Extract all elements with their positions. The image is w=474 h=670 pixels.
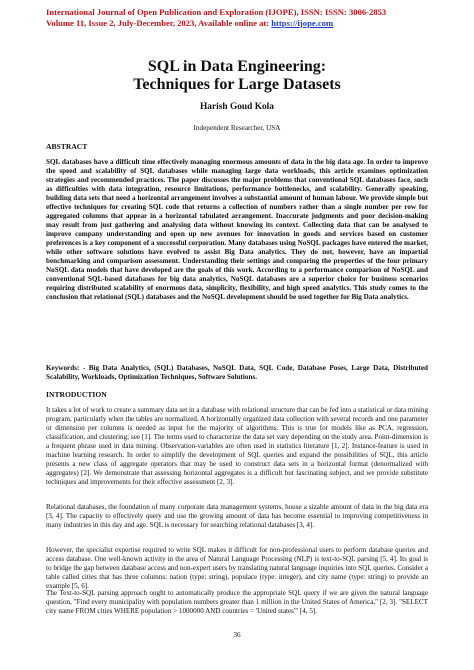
author-name: Harish Goud Kola [200,102,274,112]
journal-link[interactable]: https://ijope.com [271,17,334,28]
journal-header-line1: International Journal of Open Publication and Exploration (IJOPE), ISSN: ISSN: 3006-2853 [46,7,387,17]
paper-title-line1: SQL in Data Engineering: [147,58,327,75]
journal-volume-info: Volume 11, Issue 2, July-December, 2023, Available online at: [46,17,272,28]
abstract-text: SQL databases have a difficult time effectively managing enormous amounts of data in the big data age. In order to improve the speed and scalability of SQL databases while managing large data workloads, this article examines optimization strategies and recommended practices. The paper discusses the major problems that conventional SQL databases face, such as difficulties with data integration, resource limitations, performance bottlenecks, and scalability. Generally speaking, building data sets that need a horizontal arrangement involves a substantial amount of human labour. We provide simple but effective techniques for creating SQL code that returns a collection of numbers rather than a single number per row for aggregated columns that appear in a horizontal tabulated arrangement. Inaccurate judgments and poor decision-making may result from just gathering and analysing data without knowing its context. Collecting data that can be analysed to improve company understanding and open up new avenues for innovation in goods and services based on customer preferences is a key component of a successful corporation. Many databases using NoSQL packages have entered the market, while other software solutions have evolved to assist Big Data analytics. They do not, however, have an impartial benchmarking and comparison assessment. Understanding their settings and comparing the properties of the four primary NoSQL data models that have developed are the goals of this work. According to a performance comparison of NoSQL and conventional SQL-based databases for big data analytics, NoSQL databases are a superior choice for business scenarios requiring distributed scalability of enormous data, simplicity, flexibility, and high speed analytics. This study comes to the conclusion that relational (SQL) databases and the NoSQL development should be used together for Big Data analytics. [46,158,428,302]
page-number: 36 [233,631,241,639]
intro-paragraph-1: It takes a lot of work to create a summary data set in a database with relational structure that can be fed into a statistical or data mining program, particularly when the tables are normalized. A horizontally organized data collection with several records and one parameter or dimension per columns is needed as input for the majority of algorithms. This is true for models like as PCA, regression, classification, and clustering; see [1]. The terms used to characterize the data set vary depending on the study area. Point-dimension is a frequent phrase used in data mining. Observation-variables are often used in statistics literature [1, 2]. Instance-feature is used in machine learning research. In order to simplify the development of SQL queries and expand the possibilities of SQL, this article presents a new class of aggregate operators that may be used to construct data sets in a horizontal format (denormalized with aggregates) [2]. We demonstrate that assessing horizontal aggregates is a difficult but fascinating subject, and we provide substitute techniques and improvements for their effective assessment [2, 3]. [46,406,428,487]
introduction-heading: INTRODUCTION [46,390,107,399]
intro-paragraph-3: However, the specialist expertise required to write SQL makes it difficult for non-professional users to perform database queries and access database. One well-known activity in the area of Natural Language Processing (NLP) is text-to-SQL parsing [5, 4]. Its goal is to bridge the gap between database access and non-expert users by translating natural language inquiries into SQL queries. Consider a table called cities that has three columns: nation (type: string), populace (type: integer), and city name (type: string) to provide an example [5, 6]. [46,546,428,591]
paper-title [0,58,474,94]
abstract-heading: ABSTRACT [46,142,88,151]
paper-title-line2: Techniques for Large Datasets [133,76,341,93]
intro-paragraph-4: The Text-to-SQL parsing approach ought to automatically produce the appropriate SQL query if we are given the natural language question, "Find every municipality with population numbers greater than 1 million in the United States of America," [2, 3]. "SELECT city name FROM cities WHERE population > 1000000 AND countries = 'United states'" [4, 5]. [46,589,428,616]
author-affiliation: Independent Researcher, USA [193,124,281,132]
journal-header [46,7,444,28]
intro-paragraph-2: Relational databases, the foundation of many corporate data management systems, house a sizable amount of data in the big data era [3, 4]. The capacity to effectively query and use the growing amount of data has become essential to improving competitiveness in many industries in this day and age. SQL is necessary for searching relational databases [3, 4]. [46,503,428,530]
keywords: Keywords: - Big Data Analytics, (SQL) Databases, NoSQL Data, SQL Code, Database Poses, Large Data, Distributed Scalability, Workloads, Optimization Techniques, Software Solutions. [46,364,428,381]
journal-header-line2 [46,18,444,29]
